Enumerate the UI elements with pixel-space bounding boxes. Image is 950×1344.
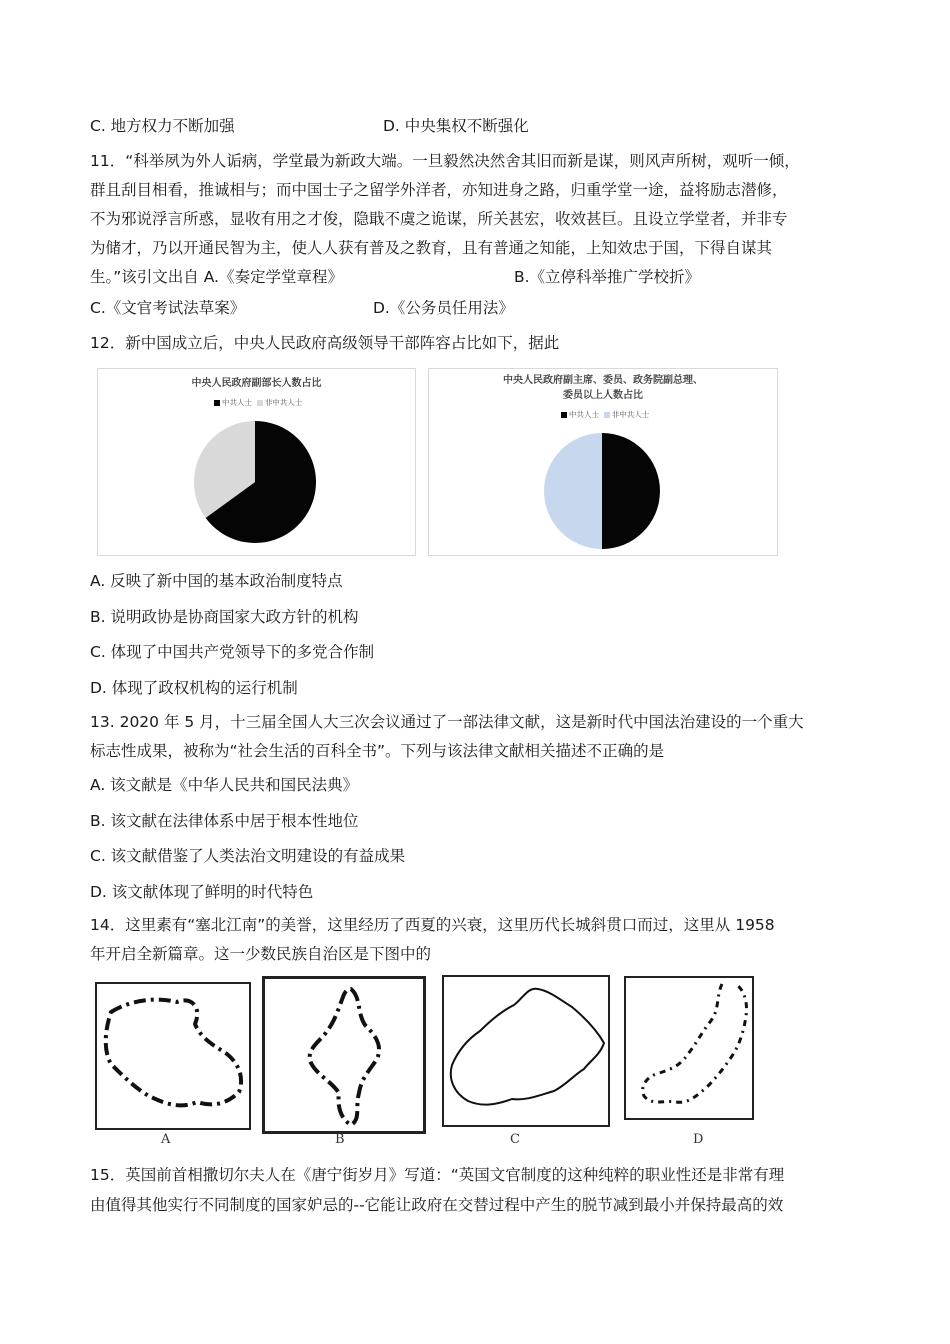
q15-line-1: 15．英国前首相撒切尔夫人在《唐宁街岁月》写道：“英国文官制度的这种纯粹的职业性还是非常有理 — [90, 1166, 785, 1184]
legend-label-ccp: 中共人士 — [569, 410, 599, 419]
q13-option-a: A. 该文献是《中华人民共和国民法典》 — [90, 776, 359, 794]
map-a-label: A — [161, 1132, 171, 1147]
q11-line-3: 不为邪说浮言所惑，显收有用之才俊，隐戢不虞之诡谋，所关甚宏，收效甚巨。且设立学堂者，并非专 — [90, 210, 788, 228]
map-d — [624, 976, 754, 1120]
pie-slice-non-ccp — [544, 433, 602, 549]
q13-stem-line-2: 标志性成果，被称为“社会生活的百科全书”。下列与该法律文献相关描述不正确的是 — [90, 742, 665, 760]
q13-option-d: D. 该文献体现了鲜明的时代特色 — [90, 883, 314, 901]
q11-option-c: C.《文官考试法草案》 — [90, 299, 246, 317]
map-c-outline — [444, 977, 608, 1125]
map-d-label: D — [693, 1132, 704, 1147]
pie-chart-2 — [428, 368, 778, 556]
legend-label-ccp: 中共人士 — [222, 398, 252, 407]
q12-stem: 12．新中国成立后，中央人民政府高级领导干部阵容占比如下，据此 — [90, 334, 560, 352]
q10-option-d: D. 中央集权不断强化 — [383, 117, 529, 135]
map-a-outline — [97, 984, 249, 1128]
legend-label-non-ccp: 非中共人士 — [611, 410, 650, 419]
q12-option-a: A. 反映了新中国的基本政治制度特点 — [90, 572, 343, 590]
q11-line-5: 生。”该引文出自 A.《奏定学堂章程》 — [90, 268, 343, 286]
q11-line-4: 为储才，乃以开通民智为主，使人人获有普及之教育，且有普通之知能，上知效忠于国，下得自谋其 — [90, 239, 773, 257]
q13-option-c: C. 该文献借鉴了人类法治文明建设的有益成果 — [90, 847, 406, 865]
q14-stem-line-1: 14．这里素有“塞北江南”的美誉，这里经历了西夏的兴衰，这里历代长城斜贯口而过，这里从 1958 — [90, 916, 775, 934]
map-a — [95, 982, 251, 1130]
pie-chart-2-title-line-2: 委员以上人数占比 — [563, 390, 643, 401]
map-b-outline — [265, 979, 423, 1131]
pie-chart-1 — [97, 368, 416, 556]
q10-option-c: C. 地方权力不断加强 — [90, 117, 235, 135]
pie-chart-2-plot — [429, 369, 777, 555]
q12-option-c: C. 体现了中国共产党领导下的多党合作制 — [90, 643, 375, 661]
q11-option-d: D.《公务员任用法》 — [373, 299, 514, 317]
q15-line-2: 由值得其他实行不同制度的国家妒忌的--它能让政府在交替过程中产生的脱节减到最小并保持最高的效 — [90, 1196, 784, 1214]
map-c — [442, 975, 610, 1127]
q13-option-b: B. 该文献在法律体系中居于根本性地位 — [90, 812, 359, 830]
q14-stem-line-2: 年开启全新篇章。这一少数民族自治区是下图中的 — [90, 945, 432, 963]
map-b — [262, 976, 426, 1134]
pie-chart-1-plot — [98, 369, 415, 555]
map-c-label: C — [510, 1132, 520, 1147]
q12-option-b: B. 说明政协是协商国家大政方针的机构 — [90, 608, 359, 626]
q11-line-1: 11．“科举夙为外人诟病，学堂最为新政大端。一旦毅然决然舍其旧而新是谋，则风声所树，观听一倾， — [90, 152, 800, 170]
q13-stem-line-1: 13. 2020 年 5 月，十三届全国人大三次会议通过了一部法律文献，这是新时代中国法治建设的一个重大 — [90, 713, 804, 731]
q11-option-b: B.《立停科举推广学校折》 — [514, 268, 701, 286]
map-d-outline — [626, 978, 752, 1118]
map-b-label: B — [335, 1132, 345, 1147]
pie-slice-ccp — [602, 433, 660, 549]
q11-line-2: 群且刮目相看，推诚相与；而中国士子之留学外洋者，亦知进身之路，归重学堂一途，益将励志潜修， — [90, 181, 788, 199]
pie-chart-1-title: 中央人民政府副部长人数占比 — [191, 378, 322, 389]
legend-label-non-ccp: 非中共人士 — [264, 398, 303, 407]
q12-option-d: D. 体现了政权机构的运行机制 — [90, 679, 298, 697]
pie-chart-2-title-line-1: 中央人民政府副主席、委员、政务院副总理、 — [503, 375, 703, 386]
